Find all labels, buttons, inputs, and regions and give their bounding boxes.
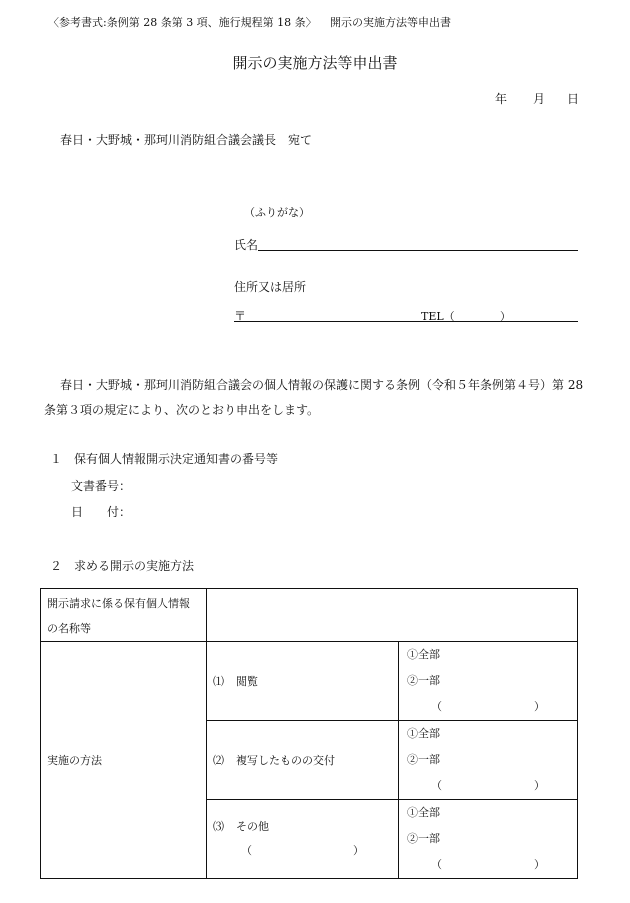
- address-label: 住所又は居所: [234, 280, 307, 294]
- address-underline: [234, 321, 578, 322]
- name-underline: [258, 250, 578, 251]
- method-1-opt-all[interactable]: ①全部: [407, 648, 440, 661]
- method-3-other-detail[interactable]: [213, 838, 392, 864]
- methods-table: [40, 588, 578, 879]
- section1-date-label: 日 付：: [71, 505, 132, 519]
- date-year: 年: [495, 92, 508, 106]
- method-1-close: ）: [534, 700, 545, 713]
- date-day: 日: [567, 92, 580, 106]
- reference-note: 〈参考書式:条例第 28 条第 3 項、施行規程第 18 条〉: [48, 16, 317, 29]
- method-3-sub-close: ）: [353, 844, 364, 857]
- method-3[interactable]: [207, 800, 399, 879]
- method-3-opt-part[interactable]: ②一部: [407, 832, 440, 845]
- method-2-part-detail[interactable]: [407, 773, 569, 799]
- tel-close: ）: [500, 310, 511, 323]
- method-3-part-detail[interactable]: [407, 852, 569, 878]
- method-3-open: （: [431, 858, 442, 871]
- method-1-name: 閲覧: [236, 675, 258, 688]
- section1-heading: １ 保有個人情報開示決定通知書の番号等: [50, 452, 279, 466]
- method-2-opt-part[interactable]: ②一部: [407, 753, 440, 766]
- page-title: 開示の実施方法等申出書: [232, 54, 398, 72]
- postal-mark: 〒: [234, 309, 247, 323]
- header-doc-title: 開示の実施方法等申出書: [330, 16, 451, 29]
- table-row: [41, 589, 578, 642]
- method-2[interactable]: [207, 721, 399, 800]
- method-1-options: [399, 642, 578, 721]
- date-month: 月: [533, 92, 546, 106]
- method-3-sub-open: （: [241, 844, 252, 857]
- method-2-open: （: [431, 779, 442, 792]
- method-1-opt-part[interactable]: ②一部: [407, 674, 440, 687]
- addressee: 春日・大野城・那珂川消防組合議会議長 宛て: [60, 133, 313, 147]
- info-name-label: 開示請求に係る保有個人情報の名称等: [41, 589, 207, 642]
- section2-heading: ２ 求める開示の実施方法: [50, 559, 195, 573]
- method-1-num: ⑴: [213, 675, 224, 688]
- method-1-part-detail[interactable]: [407, 694, 569, 720]
- method-3-num: ⑶: [213, 820, 224, 833]
- method-label: 実施の方法: [41, 642, 207, 879]
- method-1-open: （: [431, 700, 442, 713]
- method-2-name: 複写したものの交付: [236, 754, 335, 767]
- table-row: [41, 642, 578, 721]
- method-2-options: [399, 721, 578, 800]
- method-3-name: その他: [236, 820, 269, 833]
- method-3-opt-all[interactable]: ①全部: [407, 806, 440, 819]
- method-3-options: [399, 800, 578, 879]
- method-2-close: ）: [534, 779, 545, 792]
- doc-number-label: 文書番号：: [71, 479, 132, 493]
- furigana-label: （ふりがな）: [244, 206, 310, 219]
- method-1[interactable]: [207, 642, 399, 721]
- info-name-field[interactable]: [207, 589, 578, 642]
- method-3-close: ）: [534, 858, 545, 871]
- method-2-num: ⑵: [213, 754, 224, 767]
- tel-label: TEL（: [421, 310, 455, 323]
- name-label: 氏名: [234, 238, 259, 252]
- body-paragraph: 春日・大野城・那珂川消防組合議会の個人情報の保護に関する条例（令和５年条例第４号）第 28 条第３項の規定により、次のとおり申出をします。: [44, 378, 584, 417]
- method-2-opt-all[interactable]: ①全部: [407, 727, 440, 740]
